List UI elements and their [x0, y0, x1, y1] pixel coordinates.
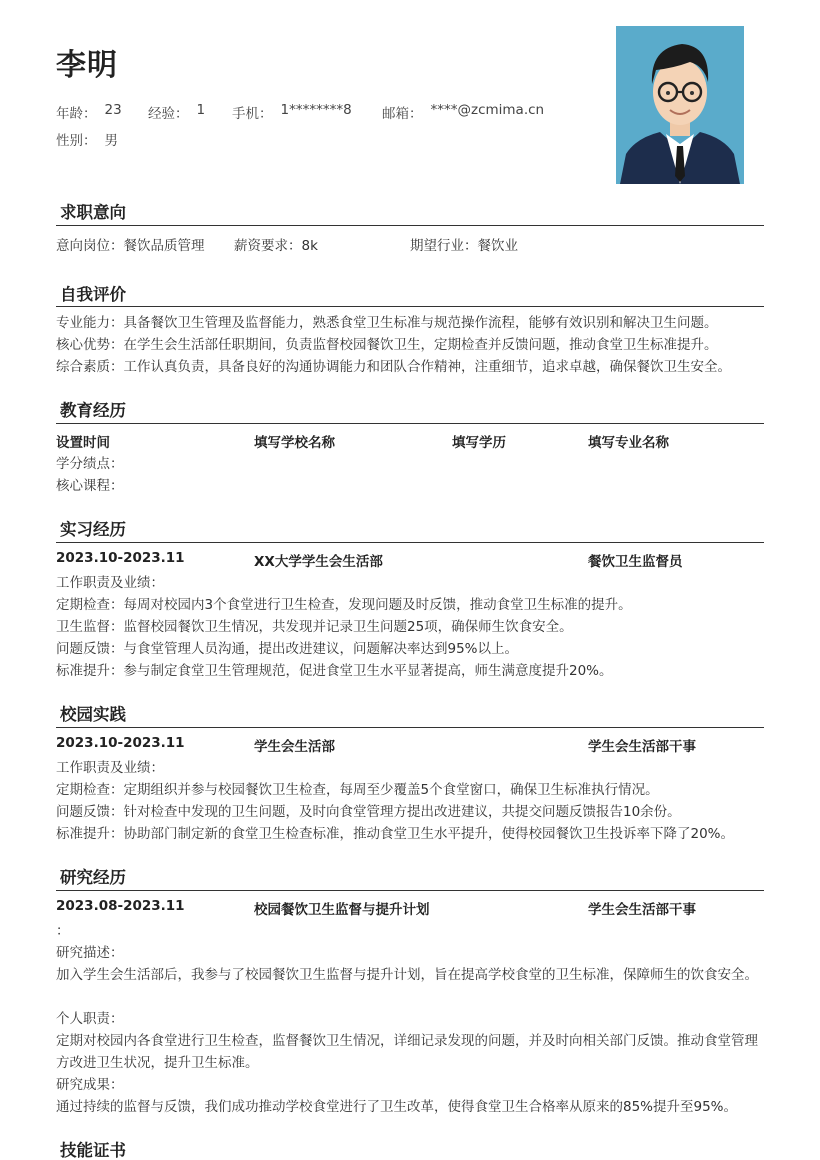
- section-divider: [56, 306, 764, 307]
- candidate-name: 李明: [56, 48, 118, 83]
- internship-time: 2023.10-2023.11: [56, 550, 185, 566]
- internship-line: 标准提升：参与制定食堂卫生管理规范，促进食堂卫生水平显著提高，师生满意度提升20%。: [56, 663, 613, 679]
- section-title-campus: 校园实践: [60, 705, 126, 724]
- internship-line: 工作职责及业绩：: [56, 575, 164, 591]
- section-title-intent: 求职意向: [60, 203, 126, 222]
- email-label: 邮箱：: [382, 106, 423, 122]
- section-title-research: 研究经历: [60, 868, 126, 887]
- campus-line: 标准提升：协助部门制定新的食堂卫生检查标准，推动食堂卫生水平提升，使得校园餐饮卫生投诉率下降了20%。: [56, 826, 735, 842]
- research-project: 校园餐饮卫生监督与提升计划: [254, 902, 430, 918]
- age-value: 23: [104, 102, 122, 118]
- campus-org: 学生会生活部: [254, 739, 335, 755]
- email-value: ****@zcmima.cn: [430, 102, 545, 118]
- research-desc: 加入学生会生活部后，我参与了校园餐饮卫生监督与提升计划，旨在提高学校食堂的卫生标准，保障师生的饮食安全。: [56, 967, 758, 983]
- gender-label: 性别：: [56, 133, 97, 149]
- education-time: 设置时间: [56, 435, 110, 451]
- research-duty: 定期对校园内各食堂进行卫生检查，监督餐饮卫生情况，详细记录发现的问题，并及时向相关部门反馈。推动食堂管理方改进卫生状况，提升卫生标准。: [56, 1033, 758, 1071]
- section-divider: [56, 542, 764, 543]
- section-divider: [56, 727, 764, 728]
- section-divider: [56, 890, 764, 891]
- self-eval-line: 专业能力：具备餐饮卫生管理及监督能力，熟悉食堂卫生标准与规范操作流程，能够有效识别和解决卫生问题。: [56, 315, 718, 331]
- intent-position: 意向岗位：餐饮品质管理: [56, 238, 205, 254]
- education-header-row: [56, 431, 764, 451]
- intent-row: [56, 236, 764, 258]
- section-divider: [56, 225, 764, 226]
- campus-role: 学生会生活部干事: [588, 739, 696, 755]
- gender-row: [56, 129, 118, 149]
- research-duty-label: 个人职责：: [56, 1011, 124, 1027]
- self-eval-line: 核心优势：在学生会生活部任职期间，负责监督校园餐饮卫生，定期检查并反馈问题，推动食堂卫生标准提升。: [56, 337, 718, 353]
- internship-org: XX大学学生会生活部: [254, 554, 383, 570]
- self-eval-line: 综合素质：工作认真负责，具备良好的沟通协调能力和团队合作精神，注重细节，追求卓越，确保餐饮卫生安全。: [56, 359, 731, 375]
- experience-value: 1: [196, 102, 206, 118]
- research-desc-label: 研究描述：: [56, 945, 124, 961]
- gender-value: 男: [104, 133, 118, 149]
- research-colon: ：: [56, 923, 70, 939]
- education-major: 填写专业名称: [588, 435, 669, 451]
- avatar-portrait: [616, 26, 744, 184]
- education-gpa: 学分绩点：: [56, 456, 124, 472]
- internship-role: 餐饮卫生监督员: [588, 554, 683, 570]
- research-role: 学生会生活部干事: [588, 902, 696, 918]
- research-header-row: [56, 898, 764, 918]
- campus-line: 问题反馈：针对检查中发现的卫生问题，及时向食堂管理方提出改进建议，共提交问题反馈报告10余份。: [56, 804, 681, 820]
- section-title-internship: 实习经历: [60, 520, 126, 539]
- basic-info-row: [56, 102, 544, 122]
- section-title-skills: 技能证书: [60, 1141, 126, 1160]
- phone-value: 1********8: [280, 102, 352, 118]
- profile-photo: [616, 26, 744, 184]
- internship-line: 问题反馈：与食堂管理人员沟通，提出改进建议，问题解决率达到95%以上。: [56, 641, 519, 657]
- campus-header-row: [56, 735, 764, 755]
- campus-line: 工作职责及业绩：: [56, 760, 164, 776]
- internship-line: 卫生监督：监督校园餐饮卫生情况，共发现并记录卫生问题25项，确保师生饮食安全。: [56, 619, 573, 635]
- intent-salary: 薪资要求：8k: [234, 238, 318, 254]
- campus-time: 2023.10-2023.11: [56, 735, 185, 751]
- section-title-self-eval: 自我评价: [60, 285, 126, 304]
- research-time: 2023.08-2023.11: [56, 898, 185, 914]
- age-label: 年龄：: [56, 106, 97, 122]
- phone-label: 手机：: [232, 106, 273, 122]
- section-title-education: 教育经历: [60, 401, 126, 420]
- internship-line: 定期检查：每周对校园内3个食堂进行卫生检查，发现问题及时反馈，推动食堂卫生标准的提升。: [56, 597, 632, 613]
- research-result: 通过持续的监督与反馈，我们成功推动学校食堂进行了卫生改革，使得食堂卫生合格率从原来的85%提升至95%。: [56, 1099, 738, 1115]
- campus-line: 定期检查：定期组织并参与校园餐饮卫生检查，每周至少覆盖5个食堂窗口，确保卫生标准执行情况。: [56, 782, 659, 798]
- education-courses: 核心课程：: [56, 478, 124, 494]
- section-divider: [56, 423, 764, 424]
- education-degree: 填写学历: [452, 435, 506, 451]
- research-result-label: 研究成果：: [56, 1077, 124, 1093]
- education-school: 填写学校名称: [254, 435, 335, 451]
- intent-industry: 期望行业：餐饮业: [410, 238, 518, 254]
- internship-header-row: [56, 550, 764, 570]
- experience-label: 经验：: [148, 106, 189, 122]
